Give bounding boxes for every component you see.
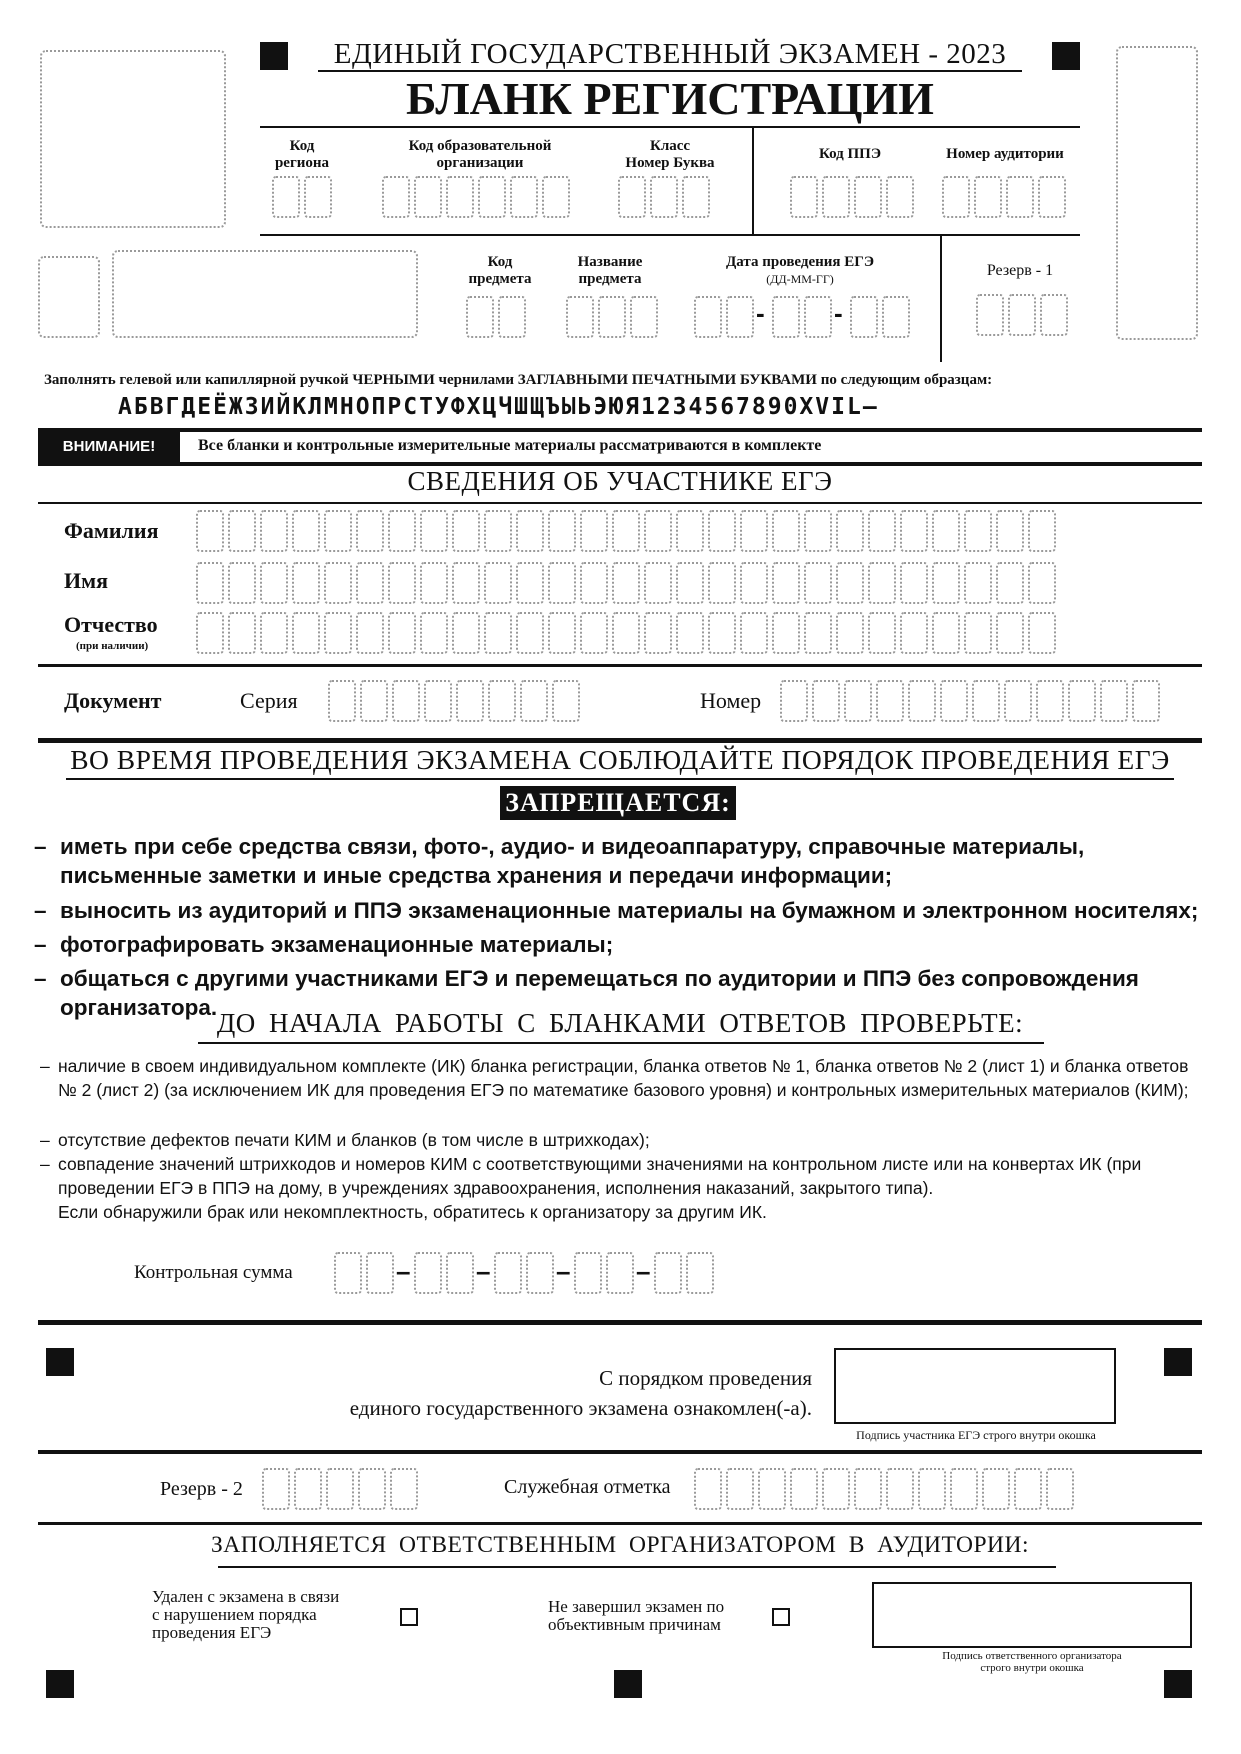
checksum-cell[interactable] — [334, 1252, 362, 1294]
org-code-cell[interactable] — [542, 176, 570, 218]
reserve-1-cell[interactable] — [976, 294, 1004, 336]
class-cells[interactable] — [618, 176, 714, 218]
label-removed: Удален с экзамена в связи с нарушением порядка проведения ЕГЭ — [152, 1587, 340, 1642]
number-cell[interactable] — [1036, 680, 1064, 722]
surname-cell[interactable] — [516, 510, 544, 552]
reserve-2-cell[interactable] — [358, 1468, 386, 1510]
participant-section-title: СВЕДЕНИЯ ОБ УЧАСТНИКЕ ЕГЭ — [407, 466, 833, 496]
reserve-1-cell[interactable] — [1040, 294, 1068, 336]
service-mark-cells[interactable] — [694, 1468, 1078, 1510]
rules-top-rule — [38, 738, 1202, 743]
organizer-top-rule — [38, 1522, 1202, 1525]
number-cell[interactable] — [940, 680, 968, 722]
name-cell[interactable] — [772, 562, 800, 604]
patronymic-cell[interactable] — [356, 612, 384, 654]
checksum-separator: – — [556, 1256, 571, 1286]
org-code-cell[interactable] — [478, 176, 506, 218]
surname-cell[interactable] — [804, 510, 832, 552]
name-cell[interactable] — [932, 562, 960, 604]
patronymic-cell[interactable] — [836, 612, 864, 654]
surname-cell[interactable] — [708, 510, 736, 552]
region-code-cells[interactable] — [272, 176, 336, 218]
surname-cell[interactable] — [228, 510, 256, 552]
timing-marker-bottom-center — [614, 1670, 642, 1698]
surname-cell[interactable] — [836, 510, 864, 552]
class-cell[interactable] — [650, 176, 678, 218]
label-subject-code: Код предмета — [468, 254, 532, 287]
service-mark-cell[interactable] — [1046, 1468, 1074, 1510]
service-mark-cell[interactable] — [758, 1468, 786, 1510]
name-cell[interactable] — [292, 562, 320, 604]
name-cell[interactable] — [516, 562, 544, 604]
patronymic-cell[interactable] — [644, 612, 672, 654]
check-text: совпадение значений штрихкодов и номеров КИМ с соответствующими значениями на контрольном листе или на конвертах ИК (при проведении ЕГЭ в ППЭ на дому, в учреждениях здравоохранения, исполнения наказаний, закрытого типа). — [58, 1154, 1142, 1198]
patronymic-cell[interactable] — [1028, 612, 1056, 654]
checksum-separator: – — [636, 1256, 651, 1286]
rule-item — [34, 832, 1220, 890]
service-mark-cell[interactable] — [854, 1468, 882, 1510]
reserve-1-cell[interactable] — [1008, 294, 1036, 336]
patronymic-cell[interactable] — [900, 612, 928, 654]
number-cell[interactable] — [780, 680, 808, 722]
patronymic-cell[interactable] — [260, 612, 288, 654]
patronymic-cell[interactable] — [676, 612, 704, 654]
rule-item — [34, 896, 1220, 925]
label-surname: Фамилия — [64, 518, 159, 543]
series-cell[interactable] — [360, 680, 388, 722]
date-day-cells[interactable] — [694, 296, 758, 338]
name-cells[interactable] — [196, 562, 1060, 604]
patronymic-cell[interactable] — [420, 612, 448, 654]
series-cell[interactable] — [520, 680, 548, 722]
subject-name-cell[interactable] — [566, 296, 594, 338]
patronymic-cell[interactable] — [708, 612, 736, 654]
check-title: ДО НАЧАЛА РАБОТЫ С БЛАНКАМИ ОТВЕТОВ ПРОВЕРЬТЕ: — [216, 1008, 1024, 1038]
header-divider-1 — [752, 126, 754, 234]
timing-marker-mid-right — [1164, 1348, 1192, 1376]
agreement-line-2: единого государственного экзамена ознакомлен(-а). — [349, 1396, 812, 1420]
fill-instruction: Заполнять гелевой или капиллярной ручкой ЧЕРНЫМИ чернилами ЗАГЛАВНЫМИ ПЕЧАТНЫМИ БУКВАМИ по следующим образцам: — [44, 372, 993, 388]
patronymic-cells[interactable] — [196, 612, 1060, 654]
ppe-code-cell[interactable] — [854, 176, 882, 218]
service-mark-cell[interactable] — [886, 1468, 914, 1510]
surname-cell[interactable] — [740, 510, 768, 552]
service-mark-cell[interactable] — [822, 1468, 850, 1510]
checksum-cell[interactable] — [686, 1252, 714, 1294]
series-cell[interactable] — [488, 680, 516, 722]
patronymic-cell[interactable] — [484, 612, 512, 654]
surname-cell[interactable] — [964, 510, 992, 552]
surname-cell[interactable] — [548, 510, 576, 552]
patronymic-cell[interactable] — [228, 612, 256, 654]
org-code-cell[interactable] — [510, 176, 538, 218]
name-cell[interactable] — [548, 562, 576, 604]
label-ppe-code: Код ППЭ — [818, 146, 882, 162]
name-cell[interactable] — [484, 562, 512, 604]
surname-cell[interactable] — [996, 510, 1024, 552]
label-region-code: Код региона — [274, 138, 330, 171]
subject-name-cell[interactable] — [598, 296, 626, 338]
patronymic-cell[interactable] — [804, 612, 832, 654]
surname-cell[interactable] — [772, 510, 800, 552]
number-cell[interactable] — [1068, 680, 1096, 722]
date-cell[interactable] — [804, 296, 832, 338]
patronymic-cell[interactable] — [580, 612, 608, 654]
participant-signature-box[interactable] — [834, 1348, 1116, 1424]
number-cell[interactable] — [972, 680, 1000, 722]
header-mid-rule — [260, 234, 1080, 236]
number-cell[interactable] — [1132, 680, 1160, 722]
label-subject-name: Название предмета — [577, 254, 643, 287]
check-text: наличие в своем индивидуальном комплекте (ИК) бланка регистрации, бланка ответов № 1, бланка ответов № 2 (лист 1) и бланка ответов № 2 (лист 2) (за исключением ИК для проведения ЕГЭ по математике базового уровня) и контрольных измерительных материалов (КИМ); — [58, 1056, 1189, 1100]
org-code-cell[interactable] — [414, 176, 442, 218]
patronymic-cell[interactable] — [996, 612, 1024, 654]
timing-marker-bottom-right — [1164, 1670, 1192, 1698]
agreement-top-rule — [38, 1320, 1202, 1325]
surname-cell[interactable] — [580, 510, 608, 552]
patronymic-cell[interactable] — [516, 612, 544, 654]
checksum-cell[interactable] — [494, 1252, 522, 1294]
patronymic-cell[interactable] — [932, 612, 960, 654]
number-cell[interactable] — [876, 680, 904, 722]
checksum-cells-5[interactable] — [654, 1252, 718, 1294]
label-not-finished: Не завершил экзамен по объективным причинам — [548, 1597, 725, 1634]
date-separator-2: - — [834, 298, 843, 328]
exam-title: ЕДИНЫЙ ГОСУДАРСТВЕННЫЙ ЭКЗАМЕН - 2023 — [333, 38, 1007, 70]
label-reserve-1: Резерв - 1 — [986, 262, 1054, 279]
organizer-signature-box[interactable] — [872, 1582, 1192, 1648]
rule-dash: – — [34, 932, 47, 957]
reserve-2-cells[interactable] — [262, 1468, 422, 1510]
checksum-cell[interactable] — [526, 1252, 554, 1294]
service-mark-cell[interactable] — [790, 1468, 818, 1510]
label-number: Номер — [700, 688, 762, 713]
rules-title: ВО ВРЕМЯ ПРОВЕДЕНИЯ ЭКЗАМЕНА СОБЛЮДАЙТЕ ПОРЯДОК ПРОВЕДЕНИЯ ЕГЭ — [70, 744, 1170, 775]
label-series: Серия — [240, 688, 298, 713]
surname-cell[interactable] — [356, 510, 384, 552]
label-name: Имя — [64, 568, 108, 593]
room-number-cell[interactable] — [974, 176, 1002, 218]
service-mark-cell[interactable] — [982, 1468, 1010, 1510]
checksum-separator: – — [476, 1256, 491, 1286]
reserve-2-cell[interactable] — [262, 1468, 290, 1510]
rule-text: выносить из аудиторий и ППЭ экзаменационные материалы на бумажном и электронном носителях; — [60, 898, 1199, 923]
room-number-cell[interactable] — [1006, 176, 1034, 218]
checksum-cells-3[interactable] — [494, 1252, 558, 1294]
patronymic-cell[interactable] — [868, 612, 896, 654]
patronymic-cell[interactable] — [292, 612, 320, 654]
date-year-cells[interactable] — [850, 296, 914, 338]
rule-text: общаться с другими участниками ЕГЭ и перемещаться по аудитории и ППЭ без сопровождения организатора. — [60, 966, 1139, 1020]
name-cell[interactable] — [196, 562, 224, 604]
name-cell[interactable] — [388, 562, 416, 604]
name-cell[interactable] — [580, 562, 608, 604]
rule-item — [34, 930, 1220, 959]
class-cell[interactable] — [682, 176, 710, 218]
surname-cell[interactable] — [324, 510, 352, 552]
timing-marker-mid-left — [46, 1348, 74, 1376]
number-cell[interactable] — [1100, 680, 1128, 722]
patronymic-cell[interactable] — [324, 612, 352, 654]
ppe-code-cell[interactable] — [886, 176, 914, 218]
region-code-cell[interactable] — [272, 176, 300, 218]
number-cell[interactable] — [1004, 680, 1032, 722]
series-cell[interactable] — [456, 680, 484, 722]
check-text: отсутствие дефектов печати КИМ и бланков (в том числе в штрихкодах); — [58, 1130, 650, 1150]
header-divider-2 — [940, 234, 942, 362]
name-cell[interactable] — [996, 562, 1024, 604]
name-cell[interactable] — [1028, 562, 1056, 604]
checksum-cell[interactable] — [446, 1252, 474, 1294]
surname-cell[interactable] — [932, 510, 960, 552]
date-separator-1: - — [756, 298, 765, 328]
name-cell[interactable] — [356, 562, 384, 604]
label-reserve-2: Резерв - 2 — [160, 1478, 243, 1500]
checksum-cell[interactable] — [654, 1252, 682, 1294]
room-number-cells[interactable] — [942, 176, 1070, 218]
surname-cell[interactable] — [868, 510, 896, 552]
subject-code-cell[interactable] — [466, 296, 494, 338]
header-top-rule — [260, 126, 1080, 128]
surname-cell[interactable] — [420, 510, 448, 552]
label-org-code: Код образовательной организации — [408, 138, 552, 171]
patronymic-cell[interactable] — [388, 612, 416, 654]
name-cell[interactable] — [324, 562, 352, 604]
forbidden-badge: ЗАПРЕЩАЕТСЯ: — [500, 786, 736, 820]
check-item — [40, 1128, 1208, 1152]
reserve-2-cell[interactable] — [294, 1468, 322, 1510]
surname-cell[interactable] — [900, 510, 928, 552]
name-cell[interactable] — [740, 562, 768, 604]
name-cell[interactable] — [804, 562, 832, 604]
attention-text: Все бланки и контрольные измерительные материалы рассматриваются в комплекте — [198, 437, 822, 454]
rule-dash: – — [34, 966, 47, 991]
series-cell[interactable] — [552, 680, 580, 722]
removed-checkbox[interactable] — [400, 1608, 418, 1626]
label-date-format: (ДД-ММ-ГГ) — [766, 272, 834, 286]
patronymic-cell[interactable] — [196, 612, 224, 654]
timing-marker-top-left — [260, 42, 288, 70]
participant-document-rule — [38, 664, 1202, 667]
surname-cell[interactable] — [676, 510, 704, 552]
checksum-separator: – — [396, 1256, 411, 1286]
checksum-cell[interactable] — [606, 1252, 634, 1294]
checksum-cells-2[interactable] — [414, 1252, 478, 1294]
name-cell[interactable] — [420, 562, 448, 604]
document-series-cells[interactable] — [328, 680, 584, 722]
series-cell[interactable] — [392, 680, 420, 722]
name-cell[interactable] — [228, 562, 256, 604]
patronymic-cell[interactable] — [548, 612, 576, 654]
date-cell[interactable] — [882, 296, 910, 338]
reserve-2-cell[interactable] — [390, 1468, 418, 1510]
patronymic-cell[interactable] — [964, 612, 992, 654]
rules-title-underline — [66, 778, 1174, 780]
name-cell[interactable] — [964, 562, 992, 604]
label-document: Документ — [64, 688, 162, 713]
subject-name-cells[interactable] — [566, 296, 662, 338]
name-cell[interactable] — [260, 562, 288, 604]
label-patronymic: Отчество — [64, 612, 158, 637]
service-top-rule — [38, 1450, 1202, 1454]
patronymic-cell[interactable] — [740, 612, 768, 654]
barcode-area-top-left — [40, 50, 226, 228]
checksum-cell[interactable] — [414, 1252, 442, 1294]
label-checksum: Контрольная сумма — [134, 1262, 293, 1283]
patronymic-cell[interactable] — [772, 612, 800, 654]
form-title: БЛАНК РЕГИСТРАЦИИ — [406, 73, 934, 124]
surname-cell[interactable] — [196, 510, 224, 552]
timing-marker-top-right — [1052, 42, 1080, 70]
checksum-cell[interactable] — [366, 1252, 394, 1294]
checksum-cells-4[interactable] — [574, 1252, 638, 1294]
name-cell[interactable] — [836, 562, 864, 604]
surname-cell[interactable] — [292, 510, 320, 552]
barcode-area-left — [112, 250, 418, 338]
surname-cell[interactable] — [452, 510, 480, 552]
class-cell[interactable] — [618, 176, 646, 218]
organizer-title: ЗАПОЛНЯЕТСЯ ОТВЕТСТВЕННЫМ ОРГАНИЗАТОРОМ В АУДИТОРИИ: — [210, 1532, 1030, 1558]
surname-cell[interactable] — [260, 510, 288, 552]
rule-dash: – — [34, 898, 47, 923]
name-cell[interactable] — [868, 562, 896, 604]
surname-cell[interactable] — [388, 510, 416, 552]
name-cell[interactable] — [708, 562, 736, 604]
check-title-underline — [198, 1042, 1044, 1044]
reserve-2-cell[interactable] — [326, 1468, 354, 1510]
subject-code-cells[interactable] — [466, 296, 530, 338]
organizer-title-underline — [218, 1566, 1056, 1568]
attention-top-rule — [38, 428, 1202, 432]
check-note — [58, 1200, 1208, 1224]
subject-code-cell[interactable] — [498, 296, 526, 338]
date-cell[interactable] — [772, 296, 800, 338]
label-patronymic-note: (при наличии) — [76, 640, 149, 652]
org-code-cells[interactable] — [382, 176, 574, 218]
label-exam-date: Дата проведения ЕГЭ — [725, 254, 875, 270]
surname-cell[interactable] — [612, 510, 640, 552]
organizer-signature-caption: Подпись ответственного организатора строго внутри окошка — [942, 1650, 1122, 1674]
rule-text: фотографировать экзаменационные материалы; — [60, 932, 614, 957]
check-item — [40, 1054, 1208, 1102]
series-cell[interactable] — [424, 680, 452, 722]
rule-text: иметь при себе средства связи, фото-, аудио- и видеоаппаратуру, справочные материалы, письменные заметки и иные средства хранения и передачи информации; — [60, 834, 1085, 888]
patronymic-cell[interactable] — [612, 612, 640, 654]
date-cell[interactable] — [726, 296, 754, 338]
subject-name-cell[interactable] — [630, 296, 658, 338]
date-month-cells[interactable] — [772, 296, 836, 338]
participant-top-rule — [38, 502, 1202, 504]
room-number-cell[interactable] — [942, 176, 970, 218]
checksum-cells-1[interactable] — [334, 1252, 398, 1294]
service-mark-cell[interactable] — [694, 1468, 722, 1510]
date-cell[interactable] — [694, 296, 722, 338]
name-cell[interactable] — [452, 562, 480, 604]
check-dash: – — [40, 1154, 50, 1174]
name-cell[interactable] — [644, 562, 672, 604]
series-cell[interactable] — [328, 680, 356, 722]
not-finished-checkbox[interactable] — [772, 1608, 790, 1626]
surname-cell[interactable] — [484, 510, 512, 552]
document-number-cells[interactable] — [780, 680, 1164, 722]
label-service-mark: Служебная отметка — [504, 1476, 671, 1498]
name-cell[interactable] — [676, 562, 704, 604]
number-cell[interactable] — [908, 680, 936, 722]
check-dash: – — [40, 1130, 50, 1150]
check-dash: – — [40, 1056, 50, 1076]
name-cell[interactable] — [612, 562, 640, 604]
ppe-code-cells[interactable] — [790, 176, 918, 218]
agreement-line-1: С порядком проведения — [599, 1366, 812, 1390]
name-cell[interactable] — [900, 562, 928, 604]
participant-signature-caption: Подпись участника ЕГЭ строго внутри окошка — [856, 1428, 1096, 1442]
label-class: Класс Номер Буква — [625, 138, 715, 171]
reserve-box-small — [38, 256, 100, 338]
reserve-1-cells[interactable] — [976, 294, 1072, 336]
checksum-cell[interactable] — [574, 1252, 602, 1294]
date-cell[interactable] — [850, 296, 878, 338]
check-note-text: Если обнаружили брак или некомплектность, обратитесь к организатору за другим ИК. — [58, 1202, 767, 1222]
barcode-area-right — [1116, 46, 1198, 340]
service-mark-cell[interactable] — [726, 1468, 754, 1510]
surname-cells[interactable] — [196, 510, 1060, 552]
region-code-cell[interactable] — [304, 176, 332, 218]
service-mark-cell[interactable] — [1014, 1468, 1042, 1510]
label-room-number: Номер аудитории — [946, 146, 1064, 162]
attention-badge: ВНИМАНИЕ! — [38, 432, 180, 462]
timing-marker-bottom-left — [46, 1670, 74, 1698]
surname-cell[interactable] — [644, 510, 672, 552]
rule-dash: – — [34, 834, 47, 859]
service-mark-cell[interactable] — [950, 1468, 978, 1510]
number-cell[interactable] — [812, 680, 840, 722]
org-code-cell[interactable] — [446, 176, 474, 218]
surname-cell[interactable] — [1028, 510, 1056, 552]
org-code-cell[interactable] — [382, 176, 410, 218]
room-number-cell[interactable] — [1038, 176, 1066, 218]
ppe-code-cell[interactable] — [790, 176, 818, 218]
patronymic-cell[interactable] — [452, 612, 480, 654]
check-item — [40, 1152, 1208, 1200]
number-cell[interactable] — [844, 680, 872, 722]
service-mark-cell[interactable] — [918, 1468, 946, 1510]
letter-sample: АБВГДЕЁЖЗИЙКЛМНОПРСТУФХЦЧШЩЪЫЬЭЮЯ1234567890XVIL– — [118, 394, 879, 420]
ppe-code-cell[interactable] — [822, 176, 850, 218]
